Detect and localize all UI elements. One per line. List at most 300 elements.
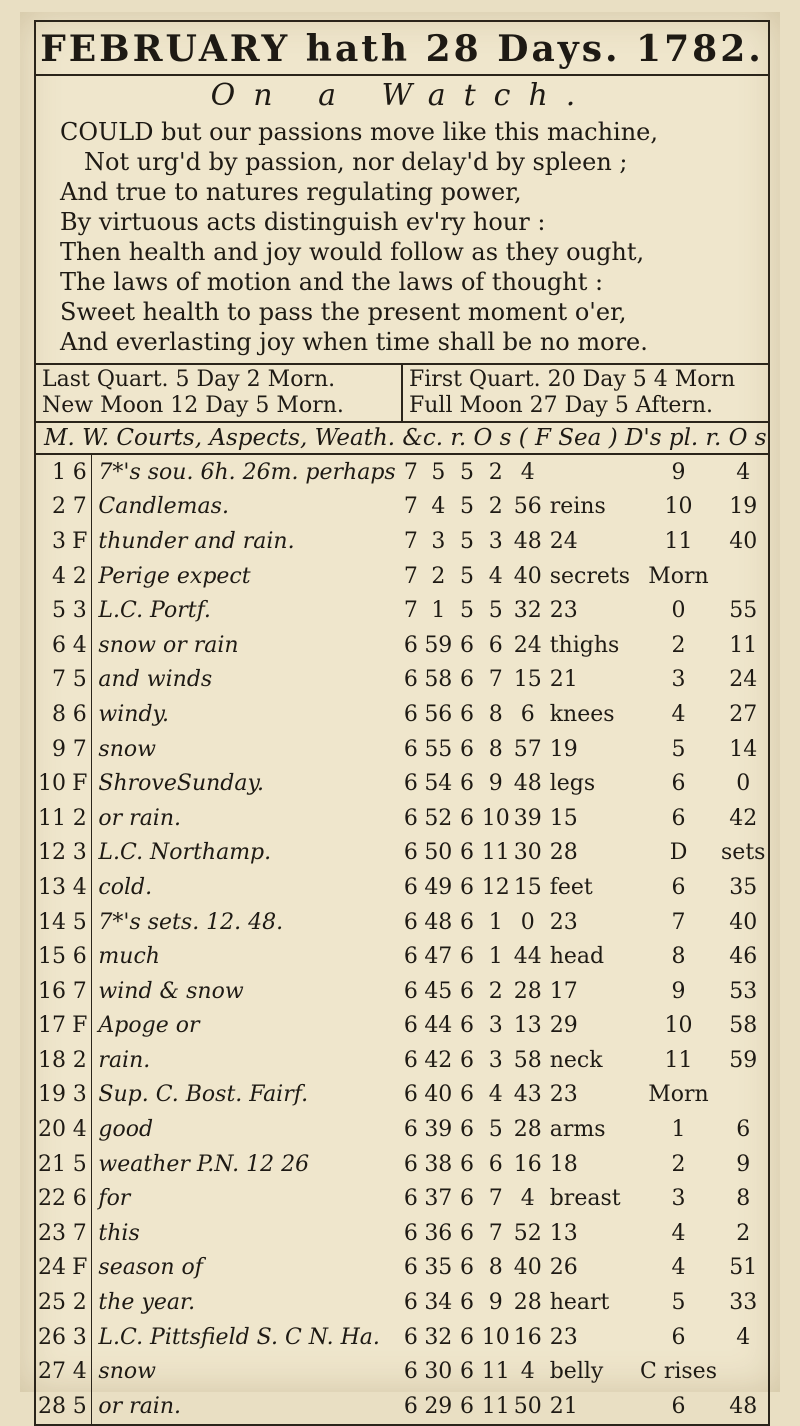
cell-wd: F: [68, 766, 92, 801]
cell-ss: 10: [481, 1324, 510, 1350]
cell-wd: 6: [68, 455, 92, 490]
cell-txt: rain.: [98, 1047, 151, 1073]
cell-wd: 5: [68, 1147, 92, 1182]
moon-phase: New Moon 12 Day 5 Morn.: [42, 393, 344, 418]
cell-fh: 4: [520, 1359, 535, 1385]
cell-m1: 6: [460, 1393, 475, 1419]
cell-ss: 2: [488, 459, 503, 485]
cell-h: 6: [403, 701, 418, 727]
table-row: [36, 1285, 768, 1320]
cell-pm: 53: [729, 978, 758, 1004]
cell-wd: F: [68, 524, 92, 559]
cell-num: 20: [38, 1117, 66, 1143]
cell-m1: 6: [460, 1220, 475, 1246]
cell-m1: 6: [460, 1047, 475, 1073]
moon-phases: [36, 363, 768, 423]
cell-m1: 5: [460, 459, 475, 485]
cell-num: 26: [38, 1324, 66, 1350]
cell-num: 1: [52, 459, 66, 485]
cell-sr: 29: [424, 1393, 453, 1419]
cell-h: 7: [403, 598, 418, 624]
cell-sr: 32: [424, 1324, 453, 1350]
cell-m1: 6: [460, 1359, 475, 1385]
cell-wd: 7: [68, 490, 92, 525]
cell-num: 15: [38, 944, 66, 970]
cell-pm: 6: [736, 1117, 751, 1143]
cell-txt: weather P.N. 12 26: [98, 1151, 310, 1177]
cell-pl: 21: [549, 1393, 578, 1419]
cell-m1: 6: [460, 771, 475, 797]
cell-pm: 51: [729, 1255, 758, 1281]
cell-sr: 35: [424, 1255, 453, 1281]
cell-sr: 5: [431, 459, 446, 485]
cell-pl: heart: [549, 1290, 610, 1316]
cell-pl: 29: [549, 1013, 578, 1039]
cell-pl: 18: [549, 1151, 578, 1177]
moon-phases-right: [401, 365, 768, 421]
cell-h: 6: [403, 874, 418, 900]
cell-m1: 6: [460, 632, 475, 658]
table-row: [36, 974, 768, 1009]
cell-txt: thunder and rain.: [98, 528, 295, 554]
cell-sr: 58: [424, 667, 453, 693]
cell-pl: 26: [549, 1255, 578, 1281]
cell-ss: 3: [488, 1013, 503, 1039]
cell-sr: 34: [424, 1290, 453, 1316]
cell-wd: 2: [68, 1285, 92, 1320]
cell-pl: 23: [549, 1082, 578, 1108]
cell-num: 16: [38, 978, 66, 1004]
cell-ss: 6: [488, 632, 503, 658]
cell-h: 6: [403, 805, 418, 831]
cell-pm: 35: [729, 874, 758, 900]
cell-h: 6: [403, 1359, 418, 1385]
cell-ph: 9: [671, 978, 686, 1004]
cell-wd: 7: [68, 1216, 92, 1251]
cell-m1: 6: [460, 1186, 475, 1212]
cell-ph: 9: [671, 459, 686, 485]
cell-ss: 9: [488, 1290, 503, 1316]
cell-txt: season of: [98, 1255, 203, 1281]
cell-m1: 6: [460, 701, 475, 727]
cell-pl: breast: [549, 1186, 621, 1212]
cell-num: 21: [38, 1151, 66, 1177]
cell-h: 6: [403, 978, 418, 1004]
cell-ph: Morn: [648, 1082, 709, 1108]
poem-line: Sweet health to pass the present moment o'er,: [60, 298, 627, 326]
cell-wd: F: [68, 1009, 92, 1044]
cell-txt: snow: [98, 736, 156, 762]
cell-ph: 0: [671, 598, 686, 624]
poem-line: COULD but our passions move like this machine,: [60, 118, 658, 146]
cell-num: 18: [38, 1047, 66, 1073]
poem-line: And true to natures regulating power,: [60, 178, 522, 206]
cell-wd: 6: [68, 697, 92, 732]
table-row: [36, 1216, 768, 1251]
cell-wd: 4: [68, 628, 92, 663]
cell-txt: 7*'s sou. 6h. 26m. perhaps: [98, 459, 396, 485]
cell-fh: 48: [513, 771, 542, 797]
cell-pl: 23: [549, 598, 578, 624]
table-row: [36, 1251, 768, 1286]
cell-pm: 11: [729, 632, 758, 658]
cell-fh: 40: [513, 1255, 542, 1281]
cell-num: 24: [38, 1255, 66, 1281]
cell-ph: 3: [671, 667, 686, 693]
cell-pm: 33: [729, 1290, 758, 1316]
cell-fh: 48: [513, 528, 542, 554]
cell-sr: 50: [424, 840, 453, 866]
cell-ph: 11: [664, 528, 693, 554]
cell-ss: 8: [488, 1255, 503, 1281]
cell-pl: thighs: [549, 632, 620, 658]
cell-fh: 58: [513, 1047, 542, 1073]
cell-h: 6: [403, 1324, 418, 1350]
cell-txt: ShroveSunday.: [98, 771, 264, 797]
cell-pl: 21: [549, 667, 578, 693]
cell-pm: [719, 559, 768, 594]
cell-pm: 46: [729, 944, 758, 970]
cell-pl: [544, 455, 638, 490]
cell-wd: 3: [68, 1078, 92, 1113]
poem: [36, 117, 768, 363]
cell-ph: 11: [664, 1047, 693, 1073]
cell-num: 19: [38, 1082, 66, 1108]
cell-ph: 4: [671, 1255, 686, 1281]
cell-h: 6: [403, 909, 418, 935]
cell-h: 6: [403, 1255, 418, 1281]
table-row: [36, 766, 768, 801]
cell-h: 6: [403, 1082, 418, 1108]
cell-h: 6: [403, 632, 418, 658]
cell-wd: 3: [68, 836, 92, 871]
cell-txt: this: [98, 1220, 140, 1246]
moon-phase: Full Moon 27 Day 5 Aftern.: [409, 393, 714, 418]
cell-txt: Apoge or: [98, 1013, 200, 1039]
cell-h: 6: [403, 736, 418, 762]
cell-num: 22: [38, 1186, 66, 1212]
cell-h: 6: [403, 1013, 418, 1039]
cell-wd: 6: [68, 1181, 92, 1216]
cell-txt: windy.: [98, 701, 170, 727]
cell-txt: L.C. Portf.: [98, 598, 211, 624]
cell-m1: 6: [460, 1117, 475, 1143]
cell-fh: 30: [513, 840, 542, 866]
cell-ph: 6: [671, 805, 686, 831]
cell-fh: 39: [513, 805, 542, 831]
table-header: M. W. Courts, Aspects, Weath. &c. r. O s ( F Sea ) D's pl. r. O s: [36, 423, 768, 455]
cell-ph: 6: [671, 771, 686, 797]
cell-sr: 45: [424, 978, 453, 1004]
cell-pl: 15: [549, 805, 578, 831]
cell-ph: 6: [671, 1393, 686, 1419]
cell-ph: 4: [671, 701, 686, 727]
cell-sr: 56: [424, 701, 453, 727]
cell-wd: 5: [68, 905, 92, 940]
cell-fh: 13: [513, 1013, 542, 1039]
cell-sr: 39: [424, 1117, 453, 1143]
cell-pm: 2: [736, 1220, 751, 1246]
cell-sr: 47: [424, 944, 453, 970]
cell-m1: 5: [460, 598, 475, 624]
cell-wd: 6: [68, 939, 92, 974]
cell-pm: 59: [729, 1047, 758, 1073]
cell-fh: 28: [513, 1117, 542, 1143]
cell-m1: 6: [460, 1255, 475, 1281]
cell-fh: 57: [513, 736, 542, 762]
cell-sr: 54: [424, 771, 453, 797]
cell-m1: 6: [460, 1082, 475, 1108]
cell-m1: 6: [460, 978, 475, 1004]
table-row: [36, 836, 768, 871]
cell-fh: 4: [520, 459, 535, 485]
cell-ss: 6: [488, 1151, 503, 1177]
cell-h: 6: [403, 1290, 418, 1316]
cell-wd: 5: [68, 1389, 92, 1424]
cell-pl: 24: [549, 528, 578, 554]
cell-wd: 4: [68, 1354, 92, 1389]
cell-pm: 55: [729, 598, 758, 624]
cell-num: 2: [52, 494, 66, 520]
table-row: [36, 1389, 768, 1424]
cell-sr: 2: [431, 563, 446, 589]
cell-num: 23: [38, 1220, 66, 1246]
cell-ph: 5: [671, 736, 686, 762]
cell-pl: secrets: [549, 563, 631, 589]
cell-wd: 7: [68, 974, 92, 1009]
cell-num: 10: [38, 771, 66, 797]
cell-h: 6: [403, 1186, 418, 1212]
cell-pm: 8: [736, 1186, 751, 1212]
table-row: [36, 697, 768, 732]
table-row: [36, 559, 768, 594]
cell-ph: 1: [671, 1117, 686, 1143]
table-row: [36, 1354, 768, 1389]
cell-h: 6: [403, 1393, 418, 1419]
cell-num: 5: [52, 598, 66, 624]
poem-line: And everlasting joy when time shall be no more.: [60, 328, 648, 356]
cell-m1: 5: [460, 494, 475, 520]
cell-ph: 10: [664, 1013, 693, 1039]
table-row: [36, 1181, 768, 1216]
cell-wd: 2: [68, 1043, 92, 1078]
cell-fh: 16: [513, 1324, 542, 1350]
table-row: [36, 1043, 768, 1078]
cell-sr: 1: [431, 598, 446, 624]
cell-num: 11: [38, 805, 66, 831]
cell-m1: 6: [460, 1324, 475, 1350]
cell-ss: 4: [488, 1082, 503, 1108]
table-row: [36, 524, 768, 559]
cell-pl: 13: [549, 1220, 578, 1246]
cell-m1: 6: [460, 667, 475, 693]
cell-num: 8: [52, 701, 66, 727]
cell-ph: 10: [664, 494, 693, 520]
cell-pl: knees: [549, 701, 615, 727]
cell-sr: 48: [424, 909, 453, 935]
cell-wd: 3: [68, 593, 92, 628]
cell-wd: 4: [68, 1112, 92, 1147]
cell-ss: 2: [488, 978, 503, 1004]
cell-h: 7: [403, 563, 418, 589]
cell-pl: neck: [549, 1047, 603, 1073]
cell-ph: 6: [671, 1324, 686, 1350]
cell-h: 6: [403, 1220, 418, 1246]
cell-txt: 7*'s sets. 12. 48.: [98, 909, 284, 935]
cell-pl: 23: [549, 1324, 578, 1350]
cell-m1: 5: [460, 563, 475, 589]
table-row: [36, 732, 768, 767]
cell-wd: 5: [68, 663, 92, 698]
cell-txt: Perige expect: [98, 563, 251, 589]
cell-ss: 11: [481, 840, 510, 866]
cell-sr: 52: [424, 805, 453, 831]
cell-txt: or rain.: [98, 805, 182, 831]
cell-fh: 44: [513, 944, 542, 970]
cell-m1: 6: [460, 736, 475, 762]
table-row: [36, 1320, 768, 1355]
cell-ss: 7: [488, 1220, 503, 1246]
cell-ph: 5: [671, 1290, 686, 1316]
table-row: [36, 870, 768, 905]
cell-num: 14: [38, 909, 66, 935]
cell-sr: 36: [424, 1220, 453, 1246]
cell-sr: 30: [424, 1359, 453, 1385]
cell-ss: 10: [481, 805, 510, 831]
table-row: [36, 1009, 768, 1044]
cell-sr: 38: [424, 1151, 453, 1177]
cell-pl: arms: [549, 1117, 606, 1143]
cell-pm: sets: [721, 840, 766, 866]
cell-ph: 2: [671, 632, 686, 658]
cell-wd: 7: [68, 732, 92, 767]
moon-phase: First Quart. 20 Day 5 4 Morn: [409, 367, 736, 392]
cell-fh: 15: [513, 874, 542, 900]
cell-fh: 56: [513, 494, 542, 520]
cell-sr: 55: [424, 736, 453, 762]
cell-fh: 32: [513, 598, 542, 624]
cell-pm: 0: [736, 771, 751, 797]
cell-wd: 3: [68, 1320, 92, 1355]
moon-phase: Last Quart. 5 Day 2 Morn.: [42, 367, 336, 392]
cell-h: 6: [403, 667, 418, 693]
cell-h: 6: [403, 1117, 418, 1143]
cell-num: 28: [38, 1393, 66, 1419]
cell-pm: 4: [736, 459, 751, 485]
table-row: [36, 1147, 768, 1182]
cell-fh: 0: [520, 909, 535, 935]
cell-m1: 6: [460, 1013, 475, 1039]
cell-fh: 15: [513, 667, 542, 693]
cell-fh: 28: [513, 978, 542, 1004]
cell-m1: 6: [460, 944, 475, 970]
cell-pm: 4: [736, 1324, 751, 1350]
cell-h: 6: [403, 840, 418, 866]
cell-sr: 59: [424, 632, 453, 658]
cell-pm: [719, 1354, 768, 1389]
cell-ph: C rises: [640, 1359, 717, 1385]
cell-ss: 1: [488, 909, 503, 935]
cell-pm: 19: [729, 494, 758, 520]
cell-txt: good: [98, 1117, 154, 1143]
cell-m1: 6: [460, 1290, 475, 1316]
cell-num: 4: [52, 563, 66, 589]
cell-m1: 6: [460, 874, 475, 900]
almanac-page: [20, 12, 780, 1419]
cell-fh: 28: [513, 1290, 542, 1316]
cell-wd: F: [68, 1251, 92, 1286]
table-row: [36, 593, 768, 628]
cell-fh: 24: [513, 632, 542, 658]
cell-m1: 6: [460, 909, 475, 935]
poem-line: Not urg'd by passion, nor delay'd by spleen ;: [84, 148, 628, 176]
cell-sr: 3: [431, 528, 446, 554]
cell-ss: 9: [488, 771, 503, 797]
cell-pm: 14: [729, 736, 758, 762]
cell-fh: 52: [513, 1220, 542, 1246]
cell-pm: 24: [729, 667, 758, 693]
cell-fh: 40: [513, 563, 542, 589]
cell-sr: 40: [424, 1082, 453, 1108]
cell-txt: the year.: [98, 1290, 196, 1316]
cell-ss: 12: [481, 874, 510, 900]
cell-wd: 2: [68, 801, 92, 836]
cell-fh: 16: [513, 1151, 542, 1177]
cell-ss: 2: [488, 494, 503, 520]
poem-line: The laws of motion and the laws of thought :: [60, 268, 604, 296]
cell-txt: Sup. C. Bost. Fairf.: [98, 1082, 309, 1108]
cell-ss: 5: [488, 1117, 503, 1143]
poem-line: By virtuous acts distinguish ev'ry hour :: [60, 208, 546, 236]
table-row: [36, 663, 768, 698]
cell-pl: head: [549, 944, 605, 970]
cell-m1: 5: [460, 528, 475, 554]
cell-txt: cold.: [98, 874, 153, 900]
cell-ph: 8: [671, 944, 686, 970]
cell-ph: 4: [671, 1220, 686, 1246]
cell-fh: 43: [513, 1082, 542, 1108]
cell-ss: 1: [488, 944, 503, 970]
cell-h: 6: [403, 1047, 418, 1073]
cell-h: 6: [403, 944, 418, 970]
cell-txt: snow or rain: [98, 632, 239, 658]
cell-pl: legs: [549, 771, 596, 797]
cell-pm: 48: [729, 1393, 758, 1419]
cell-h: 6: [403, 1151, 418, 1177]
cell-ph: 3: [671, 1186, 686, 1212]
cell-num: 13: [38, 874, 66, 900]
cell-pl: belly: [549, 1359, 604, 1385]
cell-num: 25: [38, 1290, 66, 1316]
cell-num: 3: [52, 528, 66, 554]
cell-pm: 42: [729, 805, 758, 831]
cell-ph: D: [669, 840, 688, 866]
moon-phases-left: [36, 365, 401, 421]
cell-ph: 2: [671, 1151, 686, 1177]
cell-ss: 4: [488, 563, 503, 589]
cell-pm: 40: [729, 909, 758, 935]
cell-pl: 19: [549, 736, 578, 762]
cell-fh: 6: [520, 701, 535, 727]
table-row: [36, 490, 768, 525]
cell-pm: 27: [729, 701, 758, 727]
cell-sr: 42: [424, 1047, 453, 1073]
cell-pl: 23: [549, 909, 578, 935]
page-title: FEBRUARY hath 28 Days. 1782.: [36, 22, 768, 76]
cell-txt: much: [98, 944, 160, 970]
cell-fh: 4: [520, 1186, 535, 1212]
cell-wd: 2: [68, 559, 92, 594]
